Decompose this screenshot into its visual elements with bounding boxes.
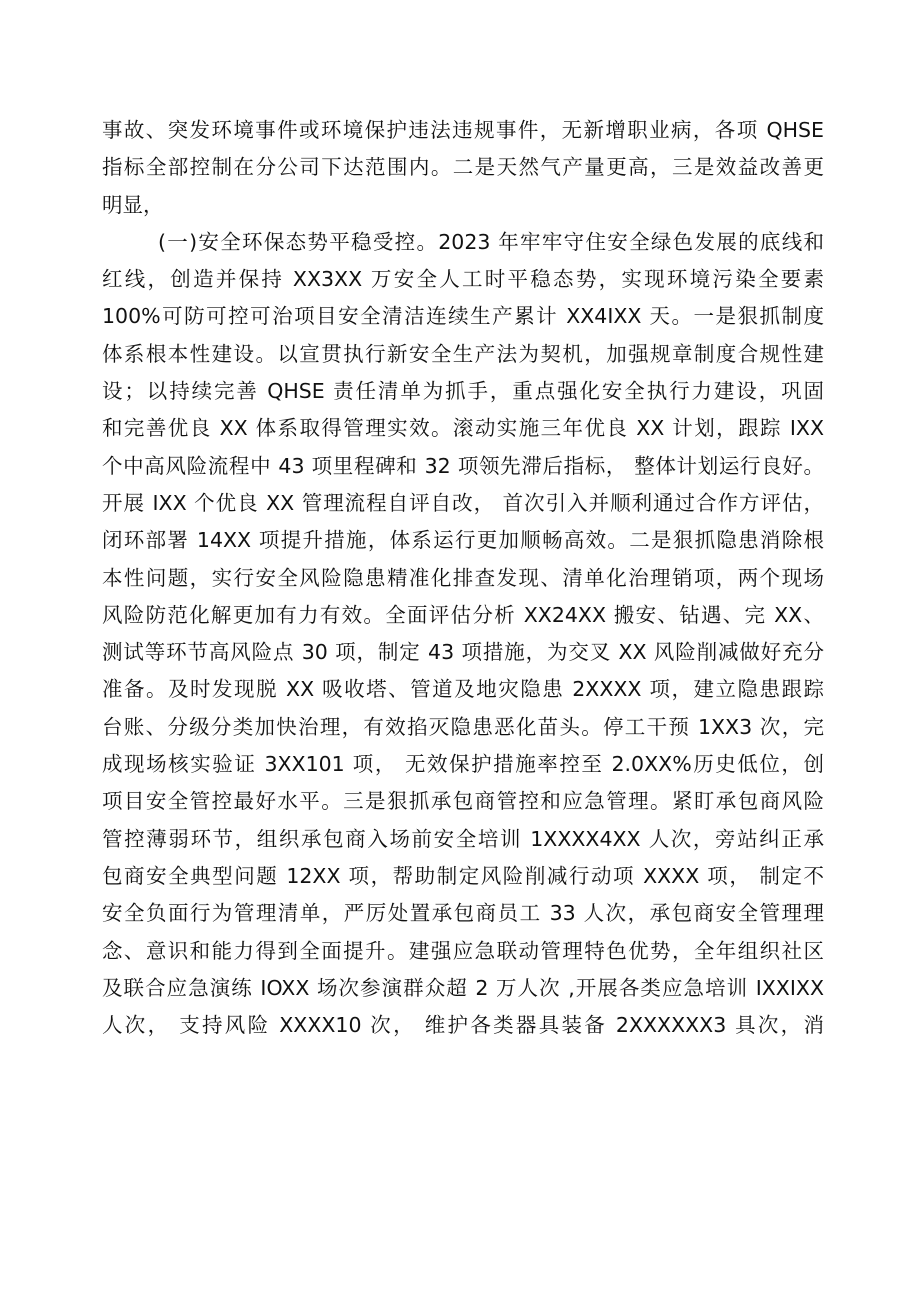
text-line: 100%可防可控可治项目安全清洁连续生产累计 XX4IXX 天。一是狠抓制度 xyxy=(102,304,824,329)
text-line: 事故、突发环境事件或环境保护违法违规事件，无新增职业病，各项 QHSE xyxy=(102,118,824,142)
text-line: 明显， xyxy=(102,192,164,217)
text-line: 和完善优良 XX 体系取得管理实效。滚动实施三年优良 XX 计划，跟踪 IXX xyxy=(102,416,824,441)
text-line: 设；以持续完善 QHSE 责任清单为抓手，重点强化安全执行力建设，巩固 xyxy=(102,379,824,404)
text-line: 安全负面行为管理清单，严厉处置承包商员工 33 人次，承包商安全管理理 xyxy=(102,901,824,926)
text-line: 人次， 支持风险 XXXX10 次， 维护各类器具装备 2XXXXXX3 具次，消 xyxy=(102,1013,824,1038)
text-line: 闭环部署 14XX 项提升措施，体系运行更加顺畅高效。二是狠抓隐患消除根 xyxy=(102,528,824,553)
text-line: 成现场核实验证 3XX101 项， 无效保护措施率控至 2.0XX%历史低位，创 xyxy=(102,752,824,777)
text-line: 台账、分级分类加快治理，有效掐灭隐患恶化苗头。停工干预 1XX3 次，完 xyxy=(102,714,824,739)
text-line: 项目安全管控最好水平。三是狠抓承包商管控和应急管理。紧盯承包商风险 xyxy=(102,789,824,814)
text-line: 个中高风险流程中 43 项里程碑和 32 项领先滞后指标， 整体计划运行良好。 xyxy=(102,453,824,478)
section-heading-line: (一)安全环保态势平稳受控。2023 年牢牢守住安全绿色发展的底线和 xyxy=(158,229,824,254)
document-body xyxy=(102,112,824,1044)
text-line: 红线，创造并保持 XX3XX 万安全人工时平稳态势，实现环境污染全要素 xyxy=(102,267,824,292)
text-line: 测试等环节高风险点 30 项，制定 43 项措施，为交叉 XX 风险削减做好充分 xyxy=(102,640,824,665)
text-line: 体系根本性建设。以宣贯执行新安全生产法为契机，加强规章制度合规性建 xyxy=(102,341,824,366)
text-line: 念、意识和能力得到全面提升。建强应急联动管理特色优势，全年组织社区 xyxy=(102,938,824,963)
text-line: 管控薄弱环节，组织承包商入场前安全培训 1XXXX4XX 人次，旁站纠正承 xyxy=(102,826,824,851)
text-line: 准备。及时发现脱 XX 吸收塔、管道及地灾隐患 2XXXX 项，建立隐患跟踪 xyxy=(102,677,824,702)
text-line: 及联合应急演练 IOXX 场次参演群众超 2 万人次 ,开展各类应急培训 IXXIXX xyxy=(102,975,824,1000)
text-line: 开展 IXX 个优良 XX 管理流程自评自改， 首次引入并顺利通过合作方评估， xyxy=(102,490,824,515)
text-line: 风险防范化解更加有力有效。全面评估分析 XX24XX 搬安、钻遇、完 XX、 xyxy=(102,602,824,627)
text-line: 本性问题，实行安全风险隐患精准化排查发现、清单化治理销项，两个现场 xyxy=(102,565,824,590)
text-line: 包商安全典型问题 12XX 项，帮助制定风险削减行动项 XXXX 项， 制定不 xyxy=(102,863,824,888)
text-line: 指标全部控制在分公司下达范围内。二是天然气产量更高，三是效益改善更 xyxy=(102,155,824,180)
